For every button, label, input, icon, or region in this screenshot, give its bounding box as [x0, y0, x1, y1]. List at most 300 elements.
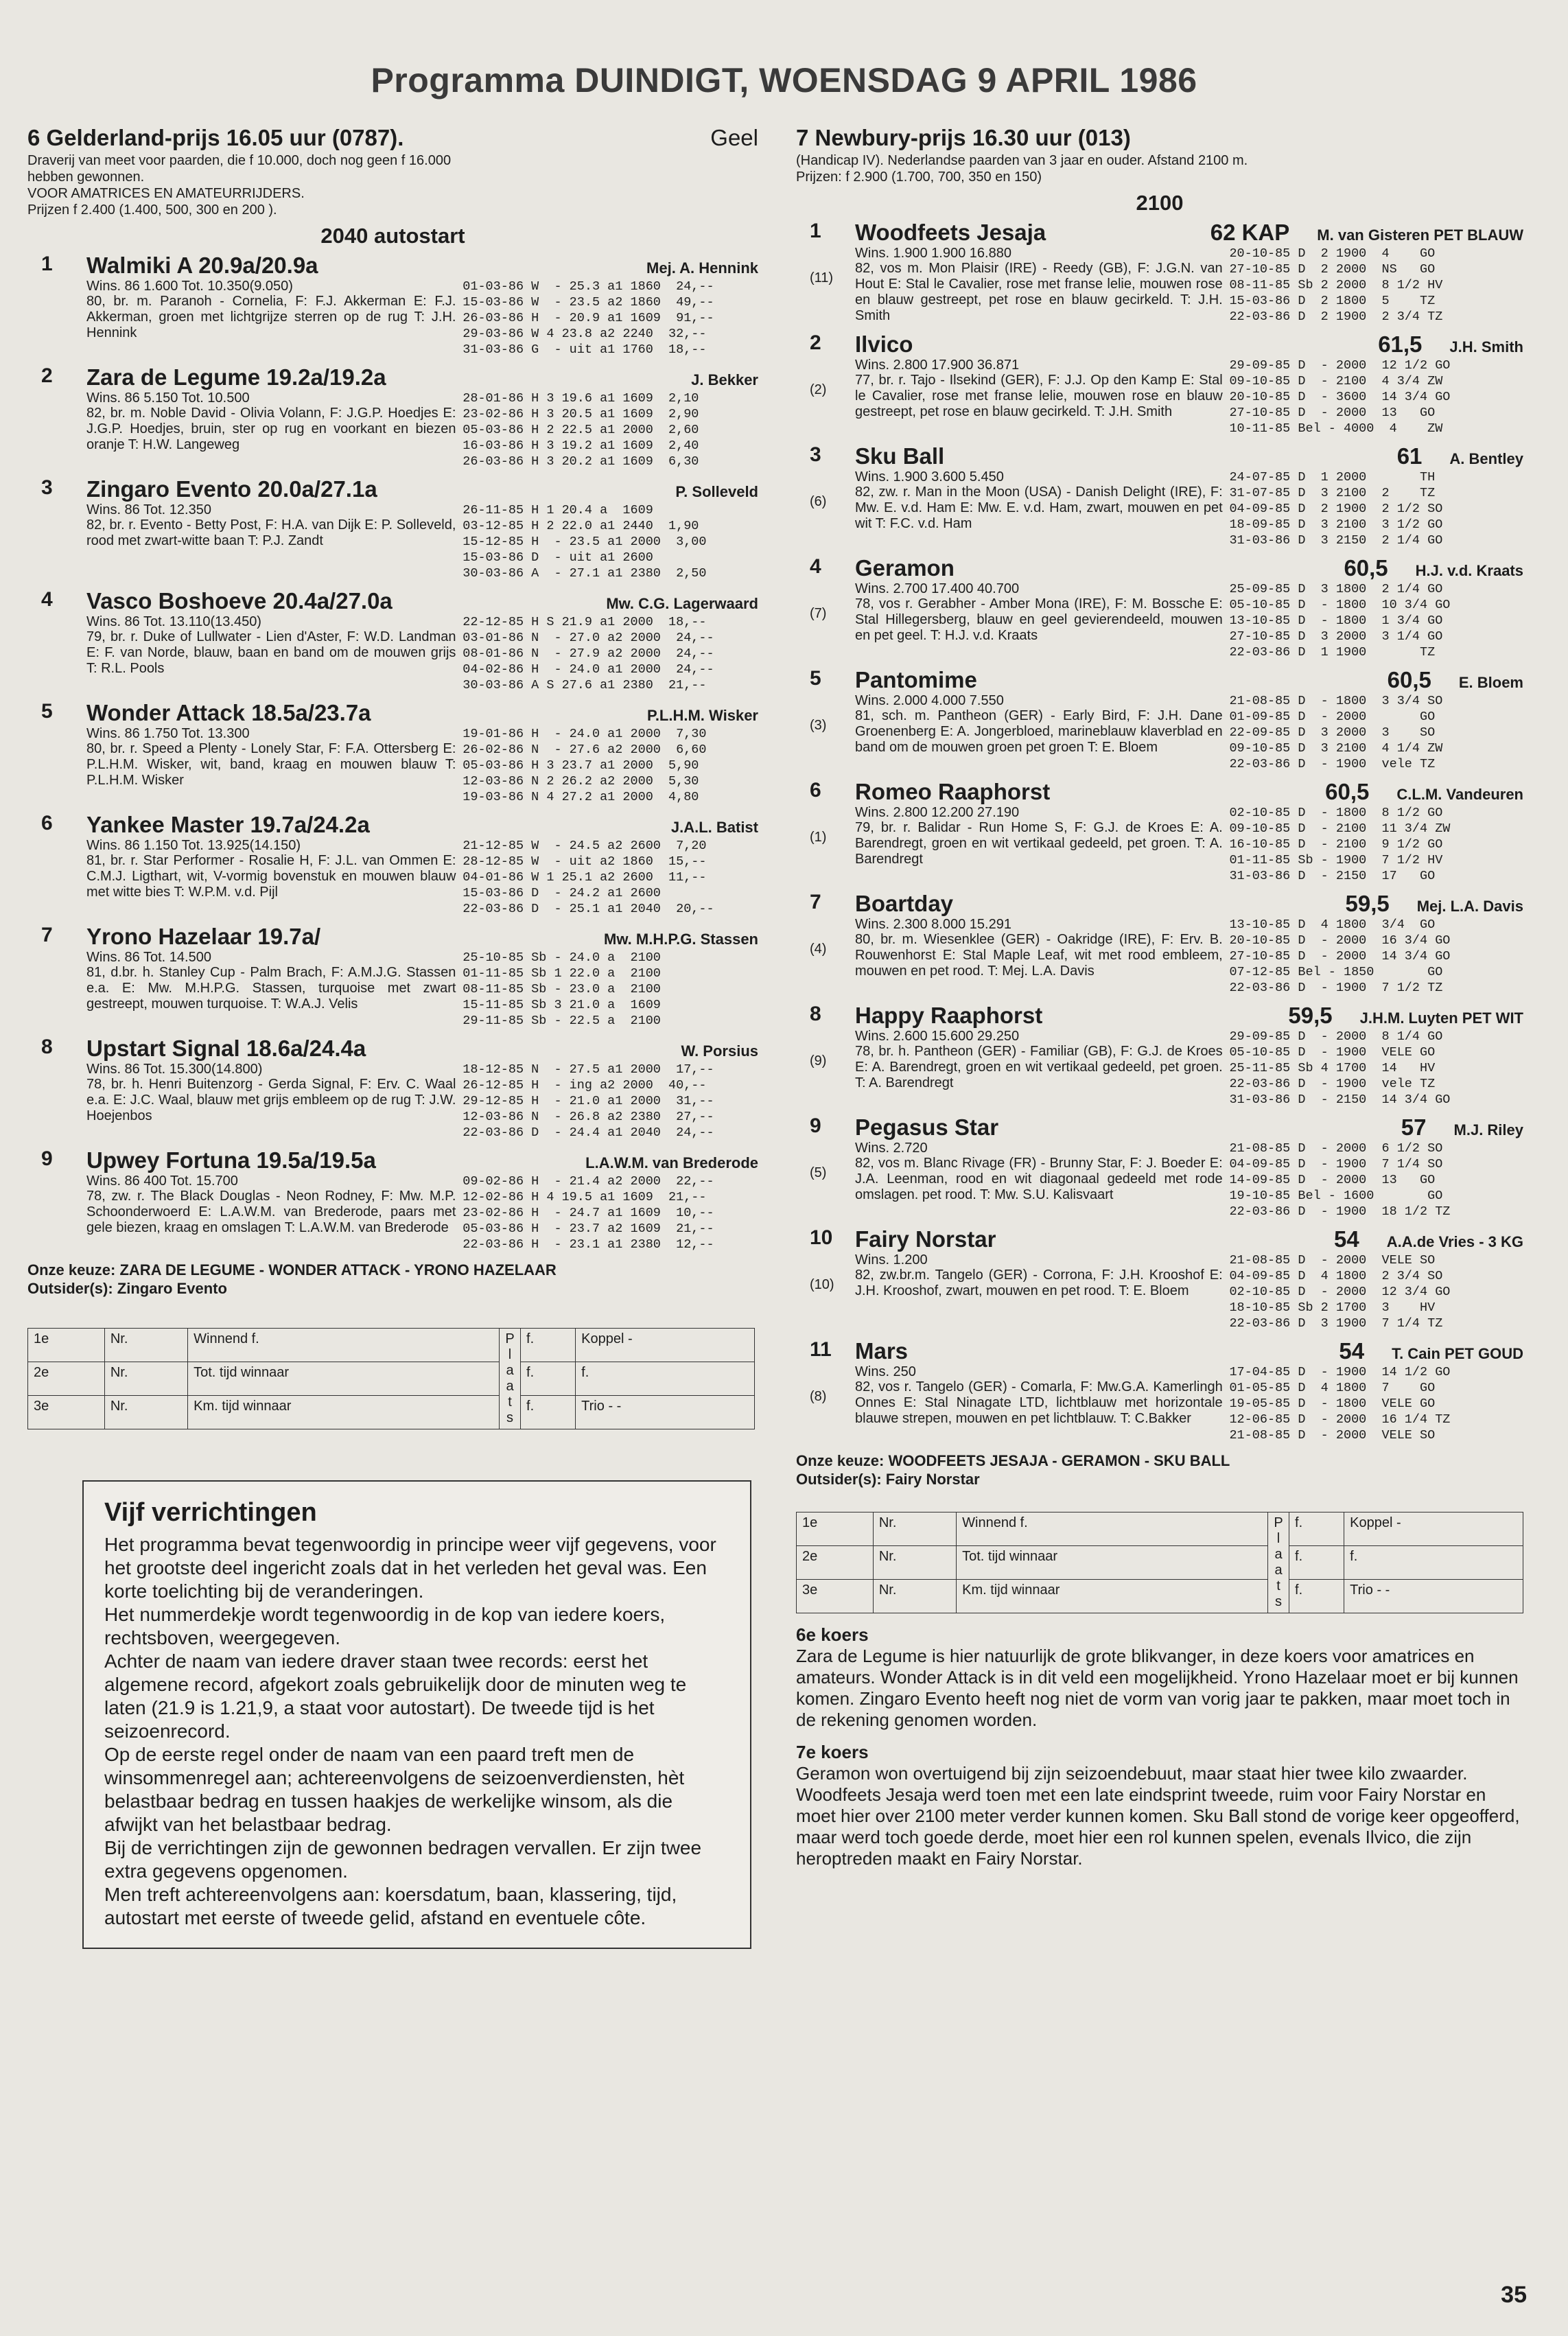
result-line: 10-11-85 Bel - 4000 4 ZW	[1229, 421, 1443, 436]
horse-number	[27, 476, 86, 581]
horse-info	[855, 331, 1523, 436]
horse-earnings: Wins. 2.700 17.400 40.700	[855, 581, 1020, 596]
horse-description	[86, 1062, 456, 1141]
horse-entry	[27, 476, 758, 581]
horse-description	[855, 917, 1223, 996]
horse-name: Ilvico	[855, 331, 913, 357]
horse-results	[1229, 581, 1523, 660]
horse-number	[796, 1226, 855, 1331]
result-line: 04-09-85 D - 1900 7 1/4 SO	[1229, 1157, 1443, 1171]
horse-description	[855, 1141, 1223, 1219]
horse-pedigree-owner: 80, br. m. Wiesenklee (GER) - Oakridge (IRE), F: Erv. B. Rouwenhorst E: Stal Maple Leaf, wit met rood embleem, mouwen en pet rood. T: Mej. L.A. Davis	[855, 932, 1223, 979]
result-line: 22-03-86 D - 1900 18 1/2 TZ	[1229, 1204, 1451, 1219]
result-place: 3e	[28, 1396, 105, 1429]
result-line: 08-01-86 N - 27.9 a2 2000 24,--	[463, 646, 714, 661]
horse-name-row	[855, 779, 1523, 805]
result-line: 15-12-85 H - 23.5 a1 2000 3,00	[463, 535, 707, 549]
result-line: 21-08-85 D - 2000 6 1/2 SO	[1229, 1141, 1443, 1156]
result-place: 3e	[797, 1580, 874, 1613]
race7-title: 7 Newbury-prijs 16.30 uur (013)	[796, 125, 1131, 150]
horse-entry	[27, 1036, 758, 1141]
race6-conditions	[27, 152, 758, 218]
horse-body	[855, 1029, 1523, 1108]
horse-pedigree-owner: 82, vos m. Mon Plaisir (IRE) - Reedy (GB), F: J.G.N. van Hout E: Stal le Cavalier, rose met franse lelie, mouwen rose en blauw gestreept, pet rose en blauw gecirkeld. T: J.H. Smith	[855, 261, 1223, 323]
horse-earnings: Wins. 2.300 8.000 15.291	[855, 917, 1011, 932]
result-line: 15-11-85 Sb 3 21.0 a 1609	[463, 998, 661, 1012]
horse-number	[796, 891, 855, 996]
horse-pedigree-owner: 80, br. m. Paranoh - Cornelia, F: F.J. Akkerman E: F.J. Akkerman, groen met lichtgrijze sterren op de rug T: J.H. Hennink	[86, 294, 456, 340]
horse-number	[796, 779, 855, 884]
result-line: 17-04-85 D - 1900 14 1/2 GO	[1229, 1365, 1451, 1379]
horse-pedigree-owner: 82, vos r. Tangelo (GER) - Comarla, F: Mw.G.A. Kamerlingh Onnes E: Stal Ninagate LTD, lichtblauw met horizontale blauwe strepen, mouwen en pet lichtblauw. T: C.Bakker	[855, 1379, 1223, 1426]
result-label: Winnend f.	[957, 1512, 1268, 1546]
horse-number-value: 8	[41, 1036, 53, 1058]
comment-text-7: Geramon won overtuigend bij zijn seizoendebuut, maar staat hier twee kilo zwaarder. Woodfeets Jesaja werd toen met een late eindsprint tweede, ruim voor Fairy Norstar en moet hier over 2100 meter verder kunnen komen. Sku Ball stond de vorige keer opgeofferd, maar werd toch goede derde, moet hier een rol kunnen spelen, evenals Ilvico, die zijn heroptreden maakt en Fairy Norstar.	[796, 1763, 1520, 1869]
horse-number	[796, 1338, 855, 1443]
horse-info	[86, 253, 758, 358]
horse-description	[86, 1173, 456, 1252]
plaats-label: P l a a t s	[500, 1329, 521, 1429]
dash: -	[608, 1399, 613, 1414]
horse-entry	[27, 812, 758, 917]
horse-results	[1229, 805, 1523, 884]
rider-name: C.L.M. Vandeuren	[1396, 786, 1523, 803]
result-line: 09-10-85 D - 2100 11 3/4 ZW	[1229, 821, 1451, 836]
horse-pedigree-owner: 77, br. r. Tajo - Ilsekind (GER), F: J.J. Op den Kamp E: Stal le Cavalier, rose met franse lelie, mouwen rose en blauw gestreept, pet rose en blauw gecirkeld. T: J.H. Smith	[855, 373, 1223, 419]
horse-name: Fairy Norstar	[855, 1226, 996, 1252]
start-position: (8)	[810, 1389, 827, 1404]
result-line: 19-01-86 H - 24.0 a1 2000 7,30	[463, 727, 707, 741]
result-line: 18-10-85 Sb 2 1700 3 HV	[1229, 1300, 1436, 1315]
horse-pedigree-owner: 81, d.br. h. Stanley Cup - Palm Brach, F: A.M.J.G. Stassen e.a. E: Mw. M.H.P.G. Stassen, turquoise met zwart gestreept, mouwen turquoise. T: W.A.J. Velis	[86, 965, 456, 1012]
result-label: Tot. tijd winnaar	[957, 1546, 1268, 1580]
bet-cell	[1344, 1580, 1523, 1613]
bet-cell	[576, 1396, 755, 1429]
horse-pedigree-owner: 79, br. r. Balidar - Run Home S, F: G.J. de Kroes E: A. Barendregt, groen en wit vertikaal gedeeld, pet groen. T: A. Barendregt	[855, 820, 1223, 867]
result-nr: Nr.	[104, 1396, 187, 1429]
race7-our-choice: Onze keuze: WOODFEETS JESAJA - GERAMON - SKU BALL	[796, 1452, 1230, 1469]
bet-cell	[576, 1329, 755, 1362]
horse-name: Yankee Master 19.7a/24.2a	[86, 812, 370, 837]
horse-results	[1229, 917, 1523, 996]
horse-info	[855, 1338, 1523, 1443]
horse-info	[86, 1036, 758, 1141]
horse-earnings: Wins. 2.000 4.000 7.550	[855, 693, 1004, 708]
horse-body	[86, 279, 758, 358]
result-label: Km. tijd winnaar	[957, 1580, 1268, 1613]
start-position: (9)	[810, 1053, 827, 1068]
horse-pedigree-owner: 78, br. h. Pantheon (GER) - Familiar (GB), F: G.J. de Kroes E: A. Barendregt, groen en wit vertikaal gedeeld, pet groen. T: A. Barendregt	[855, 1044, 1223, 1090]
result-line: 15-03-86 D - 24.2 a1 2600	[463, 886, 661, 900]
result-line: 12-06-85 D - 2000 16 1/4 TZ	[1229, 1412, 1451, 1427]
horse-description	[86, 838, 456, 917]
horse-earnings: Wins. 2.600 15.600 29.250	[855, 1029, 1020, 1044]
result-line: 25-09-85 D 3 1800 2 1/4 GO	[1229, 582, 1443, 596]
race7-distance: 2100	[1136, 191, 1184, 215]
horse-entry	[27, 1147, 758, 1252]
horse-name-row	[86, 476, 758, 502]
horse-name-row	[855, 331, 1523, 358]
dash: -	[1377, 1582, 1382, 1598]
horse-weight: 62 KAP	[1210, 220, 1290, 245]
horse-earnings: Wins. 86 Tot. 12.350	[86, 502, 211, 517]
horse-name-row	[86, 700, 758, 726]
horse-weight: 54	[1339, 1338, 1365, 1364]
start-position: (2)	[810, 382, 827, 397]
rider-name: Mw. C.G. Lagerwaard	[606, 595, 758, 612]
horse-number	[796, 220, 855, 325]
horse-body	[855, 581, 1523, 660]
horse-earnings: Wins. 86 1.750 Tot. 13.300	[86, 726, 250, 741]
result-line: 20-10-85 D - 2000 16 3/4 GO	[1229, 933, 1451, 948]
bet-cell	[1344, 1546, 1523, 1580]
result-line: 27-10-85 D - 2000 14 3/4 GO	[1229, 949, 1451, 963]
race6-cond-line: Prijzen f 2.400 (1.400, 500, 300 en 200 ).	[27, 202, 277, 218]
horse-body	[855, 1252, 1523, 1331]
horse-info	[855, 443, 1523, 548]
plaats-amount: f.	[1289, 1580, 1344, 1613]
result-line: 08-11-85 Sb - 23.0 a 2100	[463, 982, 661, 996]
horse-results	[463, 614, 758, 693]
horse-results	[1229, 1252, 1523, 1331]
horse-description	[86, 726, 456, 805]
horse-results	[1229, 1364, 1523, 1443]
horse-number	[796, 1003, 855, 1108]
koppel-amount: f.	[581, 1365, 589, 1380]
horse-name-row	[855, 891, 1523, 917]
horse-info	[855, 1226, 1523, 1331]
horse-pedigree-owner: 82, zw. r. Man in the Moon (USA) - Danish Delight (IRE), F: Mw. E. v.d. Ham E: Mw. E. v.d. Ham, zwart, mouwen en pet wit T: F.C. v.d. Ham	[855, 484, 1223, 531]
horse-info	[86, 364, 758, 469]
start-position: (3)	[810, 718, 827, 733]
horse-weight: 60,5	[1387, 667, 1431, 692]
result-line: 31-03-86 D - 2150 17 GO	[1229, 869, 1436, 883]
plaats-amount: f.	[521, 1396, 576, 1429]
info-box-title: Vijf verrichtingen	[104, 1498, 317, 1527]
horse-weight: 60,5	[1344, 555, 1388, 581]
koppel-label: Koppel	[581, 1331, 624, 1346]
horse-body	[855, 693, 1523, 772]
horse-name: Pantomime	[855, 667, 977, 692]
horse-number	[27, 1147, 86, 1252]
result-line: 23-02-86 H - 24.7 a1 1609 10,--	[463, 1206, 714, 1220]
race6-cond-line: hebben gewonnen.	[27, 170, 145, 185]
horse-number-value: 8	[810, 1003, 821, 1025]
horse-earnings: Wins. 86 Tot. 14.500	[86, 950, 211, 965]
horse-body	[86, 390, 758, 469]
horse-pedigree-owner: 81, br. r. Star Performer - Rosalie H, F: J.L. van Ommen E: C.M.J. Ligthart, wit, V-vormig bovenstuk en mouwen blauw met witte bies T: W.P.M. v.d. Pijl	[86, 853, 456, 900]
result-line: 09-02-86 H - 21.4 a2 2000 22,--	[463, 1174, 714, 1189]
race6-column	[27, 125, 758, 1949]
result-line: 01-05-85 D 4 1800 7 GO	[1229, 1381, 1436, 1395]
result-line: 12-02-86 H 4 19.5 a1 1609 21,--	[463, 1190, 707, 1204]
comment-text-6: Zara de Legume is hier natuurlijk de grote blikvanger, in deze koers voor amatrices en amateurs. Wonder Attack is in dit veld een mogelijkheid. Yrono Hazelaar moet er bij kunnen komen. Zingaro Evento heeft nog niet de vorm van vorig jaar te pakken, maar moet toch in de rekening genomen worden.	[796, 1646, 1519, 1730]
horse-earnings: Wins. 86 400 Tot. 15.700	[86, 1173, 238, 1189]
horse-results	[1229, 469, 1523, 548]
result-line: 28-12-85 W - uit a2 1860 15,--	[463, 854, 707, 869]
result-line: 21-12-85 W - 24.5 a2 2600 7,20	[463, 839, 707, 853]
horse-info	[855, 1114, 1523, 1219]
horse-number-value: 11	[810, 1338, 832, 1361]
result-line: 20-10-85 D - 3600 14 3/4 GO	[1229, 390, 1451, 404]
page-title: Programma DUINDIGT, WOENSDAG 9 APRIL 1986	[371, 61, 1197, 100]
rider-name: P. Solleveld	[675, 483, 758, 500]
result-line: 26-02-86 N - 27.6 a2 2000 6,60	[463, 743, 707, 757]
horse-entry	[796, 1003, 1523, 1108]
horse-info	[86, 476, 758, 581]
result-line: 21-08-85 D - 1800 3 3/4 SO	[1229, 694, 1443, 708]
horse-results	[1229, 358, 1523, 436]
horse-body	[855, 469, 1523, 548]
horse-pedigree-owner: 78, vos r. Gerabher - Amber Mona (IRE), F: M. Bossche E: Stal Hillegersberg, blauw en geel gevierendeeld, mouwen en pet geel. T: H.J. v.d. Kraats	[855, 596, 1223, 643]
result-row	[797, 1546, 1523, 1580]
info-box-paragraph: Men treft achtereenvolgens aan: koersdatum, baan, klassering, tijd, autostart met eerste of tweede gelid, afstand en eventuele côte.	[104, 1884, 677, 1928]
result-line: 26-03-86 H - 20.9 a1 1609 91,--	[463, 311, 714, 325]
horse-entry	[796, 555, 1523, 660]
rider-name: J.A.L. Batist	[670, 819, 758, 836]
horse-body	[86, 1173, 758, 1252]
horse-earnings: Wins. 250	[855, 1364, 916, 1379]
horse-earnings: Wins. 86 Tot. 15.300(14.800)	[86, 1062, 263, 1077]
horse-number-value: 3	[41, 476, 53, 499]
rider-name: J.H. Smith	[1449, 338, 1523, 355]
race7-column	[796, 125, 1523, 1869]
plaats-amount: f.	[1289, 1546, 1344, 1580]
result-line: 05-10-85 D - 1800 10 3/4 GO	[1229, 598, 1451, 612]
race7-conditions	[796, 152, 1523, 185]
horse-results	[463, 726, 758, 805]
result-line: 18-12-85 N - 27.5 a1 2000 17,--	[463, 1062, 714, 1077]
result-line: 29-09-85 D - 2000 12 1/2 GO	[1229, 358, 1451, 373]
result-nr: Nr.	[873, 1512, 956, 1546]
plaats-amount: f.	[521, 1362, 576, 1396]
horse-number	[27, 812, 86, 917]
result-row	[28, 1329, 755, 1362]
horse-number-value: 2	[41, 364, 53, 387]
race7-result-table	[796, 1512, 1523, 1613]
result-line: 29-09-85 D - 2000 8 1/4 GO	[1229, 1029, 1443, 1044]
horse-pedigree-owner: 78, zw. r. The Black Douglas - Neon Rodney, F: Mw. M.P. Schoonderwoerd E: L.A.W.M. van Brederode, paars met gele biezen, kraag en omslagen T: L.A.W.M. van Brederode	[86, 1189, 456, 1235]
plaats-label: P l a a t s	[1268, 1512, 1289, 1613]
horse-number	[796, 443, 855, 548]
start-position: (7)	[810, 606, 827, 621]
horse-name-row	[855, 667, 1523, 693]
horse-name-row	[855, 443, 1523, 469]
horse-description	[86, 614, 456, 693]
race6-header	[27, 125, 758, 151]
horse-entry	[796, 667, 1523, 772]
horse-name: Pegasus Star	[855, 1114, 999, 1140]
race6-cond-line: VOOR AMATRICES EN AMATEURRIJDERS.	[27, 186, 305, 201]
horse-number-value: 7	[41, 924, 53, 946]
result-row	[28, 1396, 755, 1429]
horse-info	[855, 891, 1523, 996]
result-line: 13-10-85 D 4 1800 3/4 GO	[1229, 918, 1436, 932]
info-box	[82, 1480, 751, 1949]
result-line: 05-10-85 D - 1900 VELE GO	[1229, 1045, 1436, 1060]
result-line: 31-07-85 D 3 2100 2 TZ	[1229, 486, 1436, 500]
horse-name: Woodfeets Jesaja	[855, 220, 1046, 245]
trio-label: Trio	[1350, 1582, 1373, 1598]
horse-number	[27, 1036, 86, 1141]
horse-entry	[796, 891, 1523, 996]
horse-number-value: 10	[810, 1226, 833, 1249]
horse-name: Zingaro Evento 20.0a/27.1a	[86, 476, 377, 502]
horse-info	[86, 1147, 758, 1252]
rider-name: A.A.de Vries - 3 KG	[1386, 1233, 1523, 1250]
horse-weight: 57	[1401, 1114, 1427, 1140]
result-line: 01-09-85 D - 2000 GO	[1229, 710, 1436, 724]
horse-number	[27, 364, 86, 469]
horse-pedigree-owner: 82, br. r. Evento - Betty Post, F: H.A. van Dijk E: P. Solleveld, rood met zwart-witte baan T: P.J. Zandt	[86, 517, 456, 548]
horse-body	[86, 838, 758, 917]
horse-earnings: Wins. 2.800 17.900 36.871	[855, 358, 1020, 373]
rider-name: T. Cain PET GOUD	[1392, 1345, 1523, 1362]
horse-description	[86, 279, 456, 358]
result-line: 09-10-85 D 3 2100 4 1/4 ZW	[1229, 741, 1443, 756]
rider-name: Mej. L.A. Davis	[1416, 898, 1523, 915]
result-row	[797, 1580, 1523, 1613]
horse-number-value: 9	[810, 1114, 821, 1137]
result-line: 29-11-85 Sb - 22.5 a 2100	[463, 1014, 661, 1028]
result-line: 13-10-85 D - 1800 1 3/4 GO	[1229, 614, 1443, 628]
horse-number	[27, 588, 86, 693]
result-line: 22-03-86 D - 1900 7 1/2 TZ	[1229, 981, 1443, 995]
result-line: 24-07-85 D 1 2000 TH	[1229, 470, 1436, 484]
race7-horse-list	[796, 220, 1523, 1443]
horse-weight: 54	[1333, 1226, 1359, 1252]
result-line: 04-01-86 W 1 25.1 a2 2600 11,--	[463, 870, 707, 885]
horse-number-value: 7	[810, 891, 821, 913]
horse-name-row	[855, 1114, 1523, 1141]
horse-body	[855, 805, 1523, 884]
result-line: 25-11-85 Sb 4 1700 14 HV	[1229, 1061, 1436, 1075]
result-line: 08-11-85 Sb 2 2000 8 1/2 HV	[1229, 278, 1443, 292]
result-line: 15-03-86 W - 23.5 a2 1860 49,--	[463, 295, 714, 309]
horse-name-row	[86, 924, 758, 950]
horse-body	[86, 1062, 758, 1141]
horse-name: Upstart Signal 18.6a/24.4a	[86, 1036, 366, 1061]
result-line: 16-10-85 D - 2100 9 1/2 GO	[1229, 837, 1443, 852]
horse-number-value: 4	[810, 555, 821, 578]
info-box-paragraph: Achter de naam van iedere draver staan twee records: eerst het algemene record, afgekort zoals gebruikelijk door de minuten weg te laten (21.9 is 1.21,9, a staat voor autostart). De tweede tijd is het seizoenrecord.	[104, 1650, 687, 1742]
horse-name: Mars	[855, 1338, 909, 1364]
horse-earnings: Wins. 1.900 3.600 5.450	[855, 469, 1004, 484]
race6-result-table	[27, 1328, 755, 1429]
result-line: 01-11-85 Sb - 1900 7 1/2 HV	[1229, 853, 1443, 867]
result-line: 22-03-86 D - 25.1 a1 2040 20,--	[463, 902, 714, 916]
result-line: 30-03-86 A S 27.6 a1 2380 21,--	[463, 678, 707, 692]
result-place: 2e	[797, 1546, 874, 1580]
dash: -	[1396, 1515, 1401, 1530]
horse-number-value: 6	[810, 779, 821, 802]
horse-name-row	[86, 1147, 758, 1173]
rider-name: P.L.H.M. Wisker	[646, 707, 758, 724]
result-line: 09-10-85 D - 2100 4 3/4 ZW	[1229, 374, 1443, 388]
horse-results	[463, 950, 758, 1029]
result-line: 15-03-86 D 2 1800 5 TZ	[1229, 294, 1436, 308]
result-line: 25-10-85 Sb - 24.0 a 2100	[463, 950, 661, 965]
horse-pedigree-owner: 79, br. r. Duke of Lullwater - Lien d'Aster, F: W.D. Landman E: F. van Norde, blauw, baan en band om de mouwen grijs T: R.L. Pools	[86, 629, 456, 676]
result-line: 14-09-85 D - 2000 13 GO	[1229, 1173, 1436, 1187]
horse-body	[86, 502, 758, 581]
result-line: 30-03-86 A - 27.1 a1 2380 2,50	[463, 566, 707, 581]
rider-name: J.H.M. Luyten PET WIT	[1359, 1009, 1523, 1027]
info-box-paragraph: Bij de verrichtingen zijn de gewonnen bedragen vervallen. Er zijn twee extra gegevens opgenomen.	[104, 1837, 702, 1882]
horse-description	[855, 1252, 1223, 1331]
horse-description	[855, 1029, 1223, 1108]
result-line: 27-10-85 D 3 2000 3 1/4 GO	[1229, 629, 1443, 644]
horse-entry	[796, 1114, 1523, 1219]
result-line: 01-03-86 W - 25.3 a1 1860 24,--	[463, 279, 714, 294]
horse-name: Walmiki A 20.9a/20.9a	[86, 253, 318, 278]
race6-distance: 2040 autostart	[320, 224, 465, 248]
start-position: (11)	[810, 270, 834, 285]
rider-name: W. Porsius	[681, 1042, 758, 1060]
horse-entry	[27, 253, 758, 358]
horse-body	[86, 726, 758, 805]
horse-body	[855, 917, 1523, 996]
result-line: 05-03-86 H 2 22.5 a1 2000 2,60	[463, 423, 699, 437]
horse-name-row	[855, 1226, 1523, 1252]
horse-info	[855, 220, 1523, 325]
result-line: 29-03-86 W 4 23.8 a2 2240 32,--	[463, 327, 707, 341]
horse-results	[463, 390, 758, 469]
rider-name: L.A.W.M. van Brederode	[585, 1154, 758, 1171]
result-line: 23-02-86 H 3 20.5 a1 1609 2,90	[463, 407, 699, 421]
horse-number-value: 6	[41, 812, 53, 834]
result-line: 27-10-85 D 2 2000 NS GO	[1229, 262, 1436, 277]
koppel-amount: f.	[1350, 1549, 1358, 1564]
start-position: (1)	[810, 830, 827, 845]
rider-name: J. Bekker	[691, 371, 758, 388]
horse-weight: 60,5	[1325, 779, 1370, 804]
result-line: 05-03-86 H 3 23.7 a1 2000 5,90	[463, 758, 699, 773]
horse-number	[796, 331, 855, 436]
race7-header	[796, 125, 1523, 151]
horse-number	[27, 700, 86, 805]
rider-name: M.J. Riley	[1453, 1121, 1523, 1138]
horse-entry	[796, 1338, 1523, 1443]
koppel-label: Koppel	[1350, 1515, 1393, 1530]
horse-entry	[796, 331, 1523, 436]
result-line: 03-01-86 N - 27.0 a2 2000 24,--	[463, 631, 714, 645]
horse-number	[796, 667, 855, 772]
horse-name-row	[855, 1338, 1523, 1364]
result-line: 31-03-86 G - uit a1 1760 18,--	[463, 342, 707, 357]
horse-entry	[27, 924, 758, 1029]
race6-our-choice: Onze keuze: ZARA DE LEGUME - WONDER ATTACK - YRONO HAZELAAR	[27, 1261, 557, 1278]
result-label: Km. tijd winnaar	[188, 1396, 500, 1429]
horse-earnings: Wins. 86 5.150 Tot. 10.500	[86, 390, 250, 406]
result-line: 28-01-86 H 3 19.6 a1 1609 2,10	[463, 391, 699, 406]
horse-number-value: 9	[41, 1147, 53, 1170]
horse-number	[796, 1114, 855, 1219]
result-line: 12-03-86 N - 26.8 a2 2380 27,--	[463, 1110, 714, 1124]
horse-entry	[796, 220, 1523, 325]
result-line: 20-10-85 D 2 1900 4 GO	[1229, 246, 1436, 261]
race7-outsider: Outsider(s): Fairy Norstar	[796, 1471, 980, 1488]
horse-name-row	[86, 812, 758, 838]
rider-name: Mw. M.H.P.G. Stassen	[604, 931, 758, 948]
result-line: 22-03-86 H - 23.1 a1 2380 12,--	[463, 1237, 714, 1252]
race7-cond-line: Prijzen: f 2.900 (1.700, 700, 350 en 150)	[796, 170, 1042, 185]
dash: -	[1385, 1582, 1390, 1598]
horse-earnings: Wins. 86 Tot. 13.110(13.450)	[86, 614, 261, 629]
dash: -	[628, 1331, 633, 1346]
horse-earnings: Wins. 1.200	[855, 1252, 928, 1268]
race6-cond-line: Draverij van meet voor paarden, die f 10.000, doch nog geen f 16.000	[27, 153, 452, 168]
